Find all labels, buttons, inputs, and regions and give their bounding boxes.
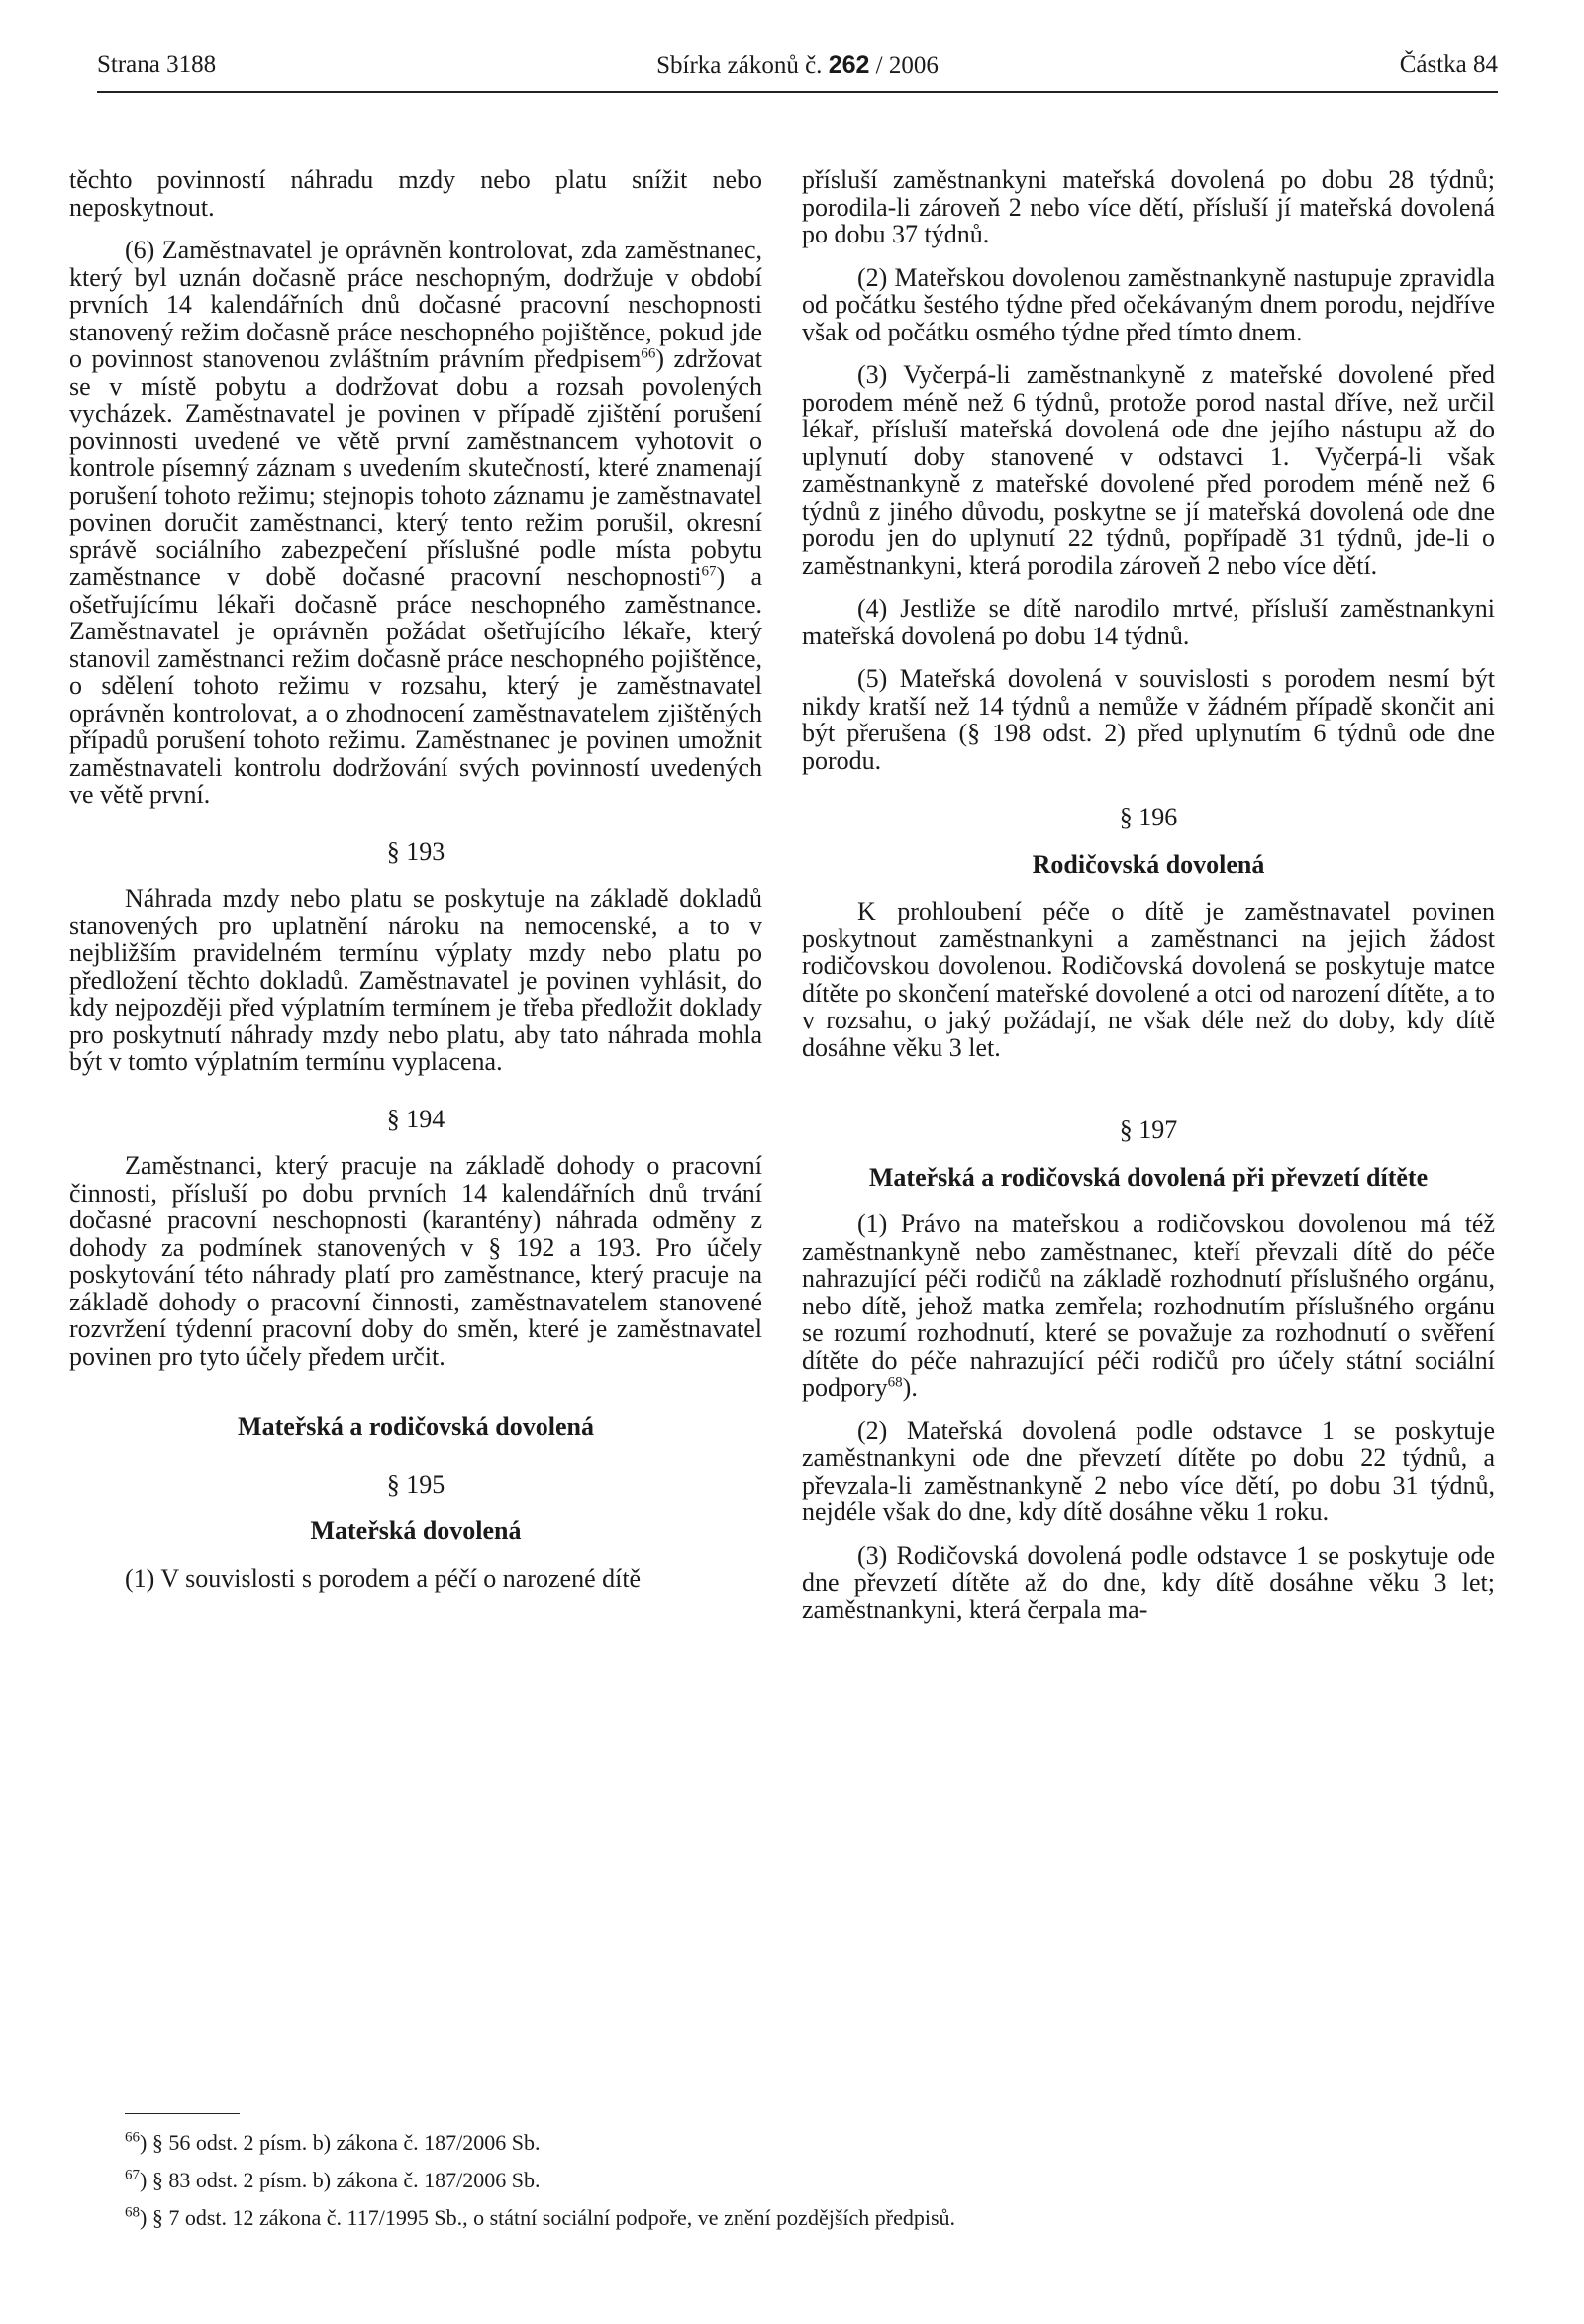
heading-parental-leave: Rodičovská dovolená: [1032, 849, 1265, 879]
heading-maternity-leave: Mateřská dovolená: [310, 1516, 522, 1545]
page-header: [97, 51, 1498, 91]
law-year: / 2006: [875, 52, 939, 79]
paragraph-text: ).: [902, 1373, 918, 1402]
paragraph-195-1: (1) V souvislosti s porodem a péčí o narozené dítě: [125, 1563, 642, 1593]
section-196-heading: § 196: [1119, 803, 1178, 831]
chapter-heading-maternity-parental: Mateřská a rodičovská dovolená: [238, 1412, 594, 1441]
paragraph-193: Náhrada mzdy nebo platu se poskytuje na základě dokladů stanovených pro uplatnění nároku na nemocenské, a to v nejbližším pravidelném termínu výplaty mzdy nebo platu po předložení těchto dokladů. Zaměstnavatel je povinen vyhlásit, do kdy nejpozději před výplatním termínem je třeba předložit doklady pro poskytnutí náhrady mzdy nebo platu, aby tato náhrada mohla být v tomto výplatním termínu vyplacena.: [69, 884, 762, 1076]
paragraph-197-2: (2) Mateřská dovolená podle odstavce 1 se poskytuje zaměstnankyni ode dne převzetí dítěte po dobu 22 týdnů, a převzala-li zaměstnankyně 2 nebo více dětí, po dobu 31 týdnů, nejdéle však do dne, kdy dítě dosáhne věku 1 roku.: [802, 1415, 1495, 1526]
left-column: [69, 166, 762, 1607]
footnotes: [125, 2128, 1471, 2241]
paragraph-197-1: [802, 1210, 1495, 1402]
footnote-number: 66: [125, 2129, 140, 2146]
law-number: 262: [828, 51, 870, 79]
paragraph-194: Zaměstnanci, který pracuje na základě dohody o pracovní činnosti, přísluší po dobu prvních 14 kalendářních dnů trvání dočasné pracovní neschopnosti (karantény) náhrada odměny z dohody za podmínek stanovených v § 192 a 193. Pro účely poskytování této náhrady platí pro zaměstnance, který pracuje na základě dohody o pracovní činnosti, zaměstnavatelem stanovené rozvržení týdenní pracovní doby do směn, které je zaměstnavatel povinen pro tyto účely předem určit.: [69, 1151, 762, 1371]
paragraph-197-3: (3) Rodičovská dovolená podle odstavce 1 se poskytuje ode dne převzetí dítěte až do dne, kdy dítě dosáhne věku 3 let; zaměstnankyni, která čerpala ma-: [802, 1540, 1495, 1624]
issue-number: Částka 84: [1399, 51, 1498, 78]
paragraph-continuation: těchto povinností náhradu mzdy nebo platu snížit nebo neposkytnout.: [69, 165, 762, 222]
footnote-divider: [125, 2113, 240, 2114]
section-195-heading: § 195: [386, 1469, 446, 1499]
footnote-67: [125, 2166, 1471, 2195]
paragraph-text: ) a ošetřujícímu lékaři dočasně práce neschopného zaměstnance. Zaměstnavatel je oprávněn požádat ošetřujícího lékaře, který stanovil zaměstnanci režim dočasně práce neschopného pojištěnce, o sdělení tohoto režimu v rozsahu, který je zaměstnavatel oprávněn kontrolovat, a o zhodnocení zaměstnavatelem zjištěných případů porušení tohoto režimu. Zaměstnanec je povinen umožnit zaměstnavateli kontrolu dodržování svých povinností uvedených ve větě první.: [69, 562, 762, 809]
right-column: [802, 166, 1495, 1639]
footnote-number: 67: [125, 2167, 140, 2183]
section-197-heading: § 197: [1119, 1115, 1178, 1144]
paragraph-195-4: (4) Jestliže se dítě narodilo mrtvé, přísluší zaměstnankyni mateřská dovolená po dobu 14 týdnů.: [802, 594, 1495, 650]
heading-leave-on-adoption: Mateřská a rodičovská dovolená při převzetí dítěte: [868, 1162, 1429, 1192]
paragraph-text: (6) Zaměstnavatel je oprávněn kontrolovat, zda zaměstnanec, který byl uznán dočasně práce neschopným, dodržuje v období prvních 14 kalendářních dnů dočasné pracovní neschopnosti stanovený režim dočasně práce neschopného pojištěnce, pokud jde o povinnost stanovenou zvláštním právním předpisem: [69, 236, 762, 373]
collection-label: Sbírka zákonů č.: [656, 52, 823, 79]
footnote-68: [125, 2203, 1471, 2233]
footnote-number: 68: [125, 2204, 140, 2221]
footnote-ref-66: 66: [641, 345, 656, 362]
paragraph-195-5: (5) Mateřská dovolená v souvislosti s porodem nesmí být nikdy kratší než 14 týdnů a nemůže v žádném případě skončit ani být přerušena (§ 198 odst. 2) před uplynutím 6 týdnů ode dne porodu.: [802, 664, 1495, 775]
footnote-text: ) § 56 odst. 2 písm. b) zákona č. 187/2006 Sb.: [140, 2130, 541, 2155]
footnote-66: [125, 2128, 1471, 2158]
paragraph-195-1-continuation: přísluší zaměstnankyni mateřská dovolená po dobu 28 týdnů; porodila-li zároveň 2 nebo více dětí, přísluší jí mateřská dovolená po dobu 37 týdnů.: [802, 165, 1495, 248]
footnote-ref-68: 68: [887, 1374, 903, 1391]
footnote-text: ) § 83 odst. 2 písm. b) zákona č. 187/2006 Sb.: [140, 2168, 541, 2192]
paragraph-text: ) zdržovat se v místě pobytu a dodržovat dobu a rozsah povolených vycházek. Zaměstnavatel je povinen v případě zjištění porušení povinnosti uvedené ve větě první zaměstnancem vyhotovit o kontrole písemný záznam s uvedením skutečností, které znamenají porušení tohoto režimu; stejnopis tohoto záznamu je zaměstnavatel povinen doručit zaměstnanci, který tento režim porušil, okresní správě sociálního zabezpečení příslušné podle místa pobytu zaměstnance v době dočasné pracovní neschopnosti: [69, 344, 763, 591]
page-number: Strana 3188: [97, 51, 217, 78]
paragraph-text: (1) Právo na mateřskou a rodičovskou dovolenou má též zaměstnankyně nebo zaměstnanec, kteří převzali dítě do péče nahrazující péči rodičů na základě rozhodnutí příslušného orgánu, nebo dítě, jehož matka zemřela; rozhodnutím příslušného orgánu se rozumí rozhodnutí, které se považuje za rozhodnutí o svěření dítěte do péče nahrazující péči rodičů pro účely státní sociální podpory: [802, 1210, 1495, 1402]
paragraph-192-6: [69, 237, 762, 809]
section-194-heading: § 194: [386, 1104, 446, 1133]
paragraph-196: K prohloubení péče o dítě je zaměstnavatel povinen poskytnout zaměstnankyni a zaměstnanci na jejich žádost rodičovskou dovolenou. Rodičovská dovolená se poskytuje matce dítěte po skončení mateřské dovolené a otci od narození dítěte, a to v rozsahu, o jaký požádají, ne však déle než do doby, kdy dítě dosáhne věku 3 let.: [802, 897, 1495, 1062]
paragraph-195-2: (2) Mateřskou dovolenou zaměstnankyně nastupuje zpravidla od počátku šestého týdne před očekávaným dnem porodu, nejdříve však od počátku osmého týdne před tímto dnem.: [802, 262, 1495, 346]
collection-title: [97, 51, 1498, 80]
header-divider: [97, 91, 1498, 93]
footnote-ref-67: 67: [701, 563, 717, 580]
paragraph-195-3: (3) Vyčerpá-li zaměstnankyně z mateřské dovolené před porodem méně než 6 týdnů, protože porod nastal dříve, než určil lékař, přísluší mateřská dovolená ode dne jejího nástupu až do uplynutí doby stanovené v odstavci 1. Vyčerpá-li však zaměstnankyně z mateřské dovolené před porodem méně než 6 týdnů z jiného důvodu, poskytne se jí mateřská dovolená ode dne porodu jen do uplynutí 22 týdnů, popřípadě 31 týdnů, jde-li o zaměstnankyni, která porodila zároveň 2 nebo více dětí.: [802, 360, 1495, 580]
section-193-heading: § 193: [386, 836, 446, 866]
footnote-text: ) § 7 odst. 12 zákona č. 117/1995 Sb., o státní sociální podpoře, ve znění pozdějších předpisů.: [140, 2205, 956, 2230]
